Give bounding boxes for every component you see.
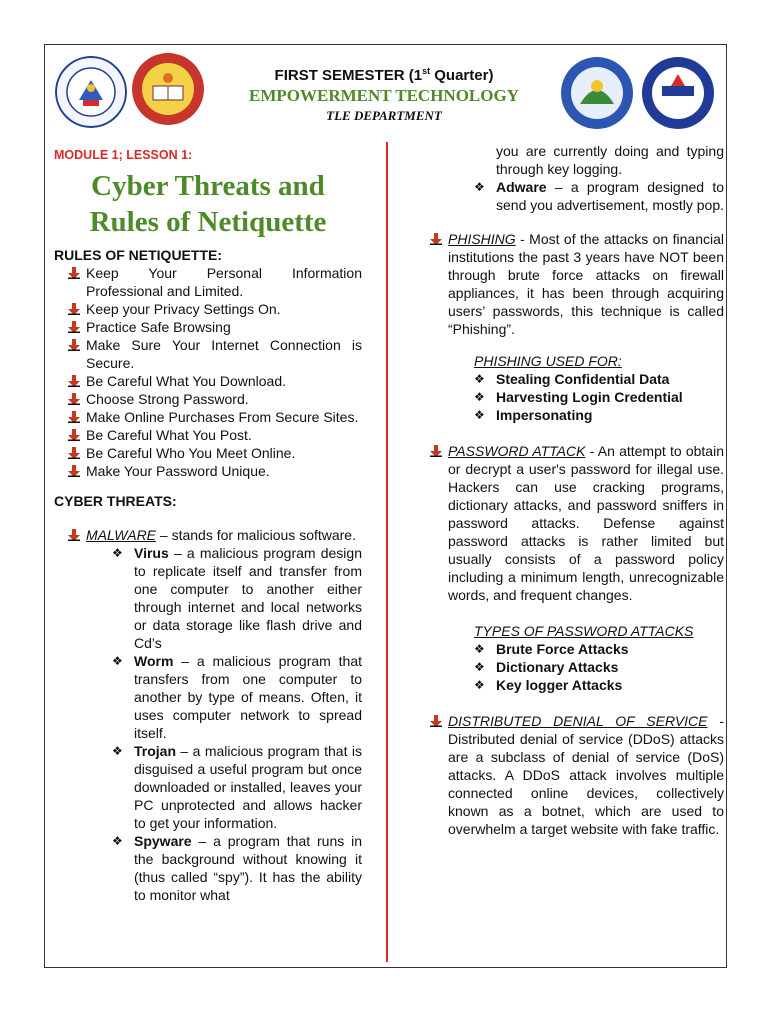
down-arrow-icon bbox=[68, 375, 80, 387]
rule-item: Be Careful What You Download. bbox=[64, 372, 362, 390]
left-column bbox=[54, 142, 362, 904]
semester-suffix: Quarter) bbox=[430, 67, 494, 84]
down-arrow-icon bbox=[68, 267, 80, 279]
semester-heading bbox=[0, 66, 768, 84]
diamond-bullet-icon: ❖ bbox=[474, 372, 485, 386]
password-types-list bbox=[474, 640, 724, 694]
diamond-bullet-icon: ❖ bbox=[112, 744, 123, 758]
rule-item: Make Your Password Unique. bbox=[64, 462, 362, 480]
diamond-bullet-icon: ❖ bbox=[112, 546, 123, 560]
password-type-item: ❖ Key logger Attacks bbox=[474, 677, 623, 693]
spyware-item: ❖ Spyware – a program that runs in the background without knowing it (thus called “spy”). It has the ability to monitor what bbox=[112, 833, 362, 903]
down-arrow-icon bbox=[68, 339, 80, 351]
password-types-heading: TYPES OF PASSWORD ATTACKS bbox=[474, 623, 694, 639]
lesson-title-line2: Rules of Netiquette bbox=[89, 206, 327, 238]
rule-item: Make Online Purchases From Secure Sites. bbox=[64, 408, 362, 426]
diamond-bullet-icon: ❖ bbox=[474, 390, 485, 404]
password-attack-label: PASSWORD ATTACK bbox=[448, 443, 586, 459]
ddos-item: DISTRIBUTED DENIAL OF SERVICE - Distributed denial of service (DDoS) attacks are a subclass of denial of service (DoS) attacks. A DDoS attack involves multiple connected online devices, collectively known as a botnet, which are used to overwhelm a target website with fake traffic. bbox=[426, 712, 724, 838]
department-title: TLE DEPARTMENT bbox=[326, 108, 442, 123]
password-type-item: ❖ Dictionary Attacks bbox=[474, 659, 619, 675]
down-arrow-icon bbox=[68, 447, 80, 459]
virus-label: Virus bbox=[134, 545, 169, 561]
spyware-continuation: you are currently doing and typing through key logging. bbox=[496, 143, 724, 177]
down-arrow-icon bbox=[68, 321, 80, 333]
down-arrow-icon bbox=[430, 445, 442, 457]
adware-item: ❖ Adware – a program designed to send you advertisement, mostly pop. bbox=[474, 179, 725, 213]
rule-item: Make Sure Your Internet Connection is Secure. bbox=[64, 336, 362, 372]
rules-list bbox=[64, 264, 362, 480]
rule-item: Be Careful Who You Meet Online. bbox=[64, 444, 362, 462]
semester-text: FIRST SEMESTER (1 bbox=[274, 67, 423, 84]
down-arrow-icon bbox=[68, 465, 80, 477]
virus-item: ❖ Virus – a malicious program design to replicate itself and transfer from one computer to another either through internet and local networks or data storage like flash drive and Cd’s bbox=[112, 545, 362, 651]
rule-item: Keep Your Personal Information Professional and Limited. bbox=[64, 264, 362, 300]
diamond-bullet-icon: ❖ bbox=[112, 834, 123, 848]
subject-title: EMPOWERMENT TECHNOLOGY bbox=[249, 86, 519, 105]
down-arrow-icon bbox=[430, 233, 442, 245]
rule-item: Keep your Privacy Settings On. bbox=[64, 300, 362, 318]
diamond-bullet-icon: ❖ bbox=[112, 654, 123, 668]
down-arrow-icon bbox=[68, 429, 80, 441]
worm-item: ❖ Worm – a malicious program that transfers from one computer to another by type of means. Often, it uses computer network to spread itself. bbox=[112, 653, 362, 741]
right-column bbox=[426, 142, 724, 838]
phishing-label: PHISHING bbox=[448, 231, 516, 247]
worm-label: Worm bbox=[134, 653, 174, 669]
rule-item: Choose Strong Password. bbox=[64, 390, 362, 408]
diamond-bullet-icon: ❖ bbox=[474, 678, 485, 692]
down-arrow-icon bbox=[68, 529, 80, 541]
malware-types bbox=[112, 544, 362, 904]
malware-label: MALWARE bbox=[86, 527, 157, 543]
malware-text: – stands for malicious software. bbox=[156, 527, 356, 543]
down-arrow-icon bbox=[430, 715, 442, 727]
ddos-label: DISTRIBUTED DENIAL OF SERVICE bbox=[448, 713, 708, 729]
trojan-label: Trojan bbox=[134, 743, 177, 759]
lesson-title bbox=[54, 168, 362, 240]
diamond-bullet-icon: ❖ bbox=[474, 642, 485, 656]
phishing-uses-list bbox=[474, 370, 724, 424]
diamond-bullet-icon: ❖ bbox=[474, 408, 485, 422]
diamond-bullet-icon: ❖ bbox=[474, 660, 485, 674]
module-label: MODULE 1; LESSON 1: bbox=[54, 148, 193, 162]
down-arrow-icon bbox=[68, 393, 80, 405]
password-type-item: ❖ Brute Force Attacks bbox=[474, 641, 629, 657]
rules-heading: RULES OF NETIQUETTE: bbox=[54, 247, 222, 263]
malware-item bbox=[64, 526, 362, 544]
down-arrow-icon bbox=[68, 303, 80, 315]
phishing-use-item: ❖ Harvesting Login Credential bbox=[474, 389, 683, 405]
lesson-title-line1: Cyber Threats and bbox=[91, 170, 325, 202]
phishing-use-item: ❖ Impersonating bbox=[474, 407, 593, 423]
spyware-label: Spyware bbox=[134, 833, 192, 849]
adware-label: Adware bbox=[496, 179, 547, 195]
phishing-used-heading: PHISHING USED FOR: bbox=[474, 353, 622, 369]
rule-item: Practice Safe Browsing bbox=[64, 318, 362, 336]
phishing-use-item: ❖ Stealing Confidential Data bbox=[474, 371, 670, 387]
diamond-bullet-icon: ❖ bbox=[474, 180, 485, 194]
column-divider bbox=[386, 142, 388, 962]
password-attack-item: PASSWORD ATTACK - An attempt to obtain or decrypt a user's password for illegal use. Hackers can use cracking programs, dictionary attacks, and password sniffers in password attacks. Defense against password attacks is rather limited but usually consists of a password policy including a minimum length, unrecognizable words, and frequent changes. bbox=[426, 442, 724, 604]
down-arrow-icon bbox=[68, 411, 80, 423]
trojan-item: ❖ Trojan – a malicious program that is disguised a useful program but once downloaded or installed, leaves your PC unprotected and allows hacker to get your information. bbox=[112, 743, 362, 831]
semester-sup: st bbox=[422, 66, 431, 76]
cyber-threats-heading: CYBER THREATS: bbox=[54, 493, 177, 509]
phishing-item: PHISHING - Most of the attacks on financial institutions the past 3 years have NOT been through brute force attacks on firewall appliances, it has been through acquiring users’ passwords, this technique is called “Phishing”. bbox=[426, 230, 724, 338]
rule-item: Be Careful What You Post. bbox=[64, 426, 362, 444]
